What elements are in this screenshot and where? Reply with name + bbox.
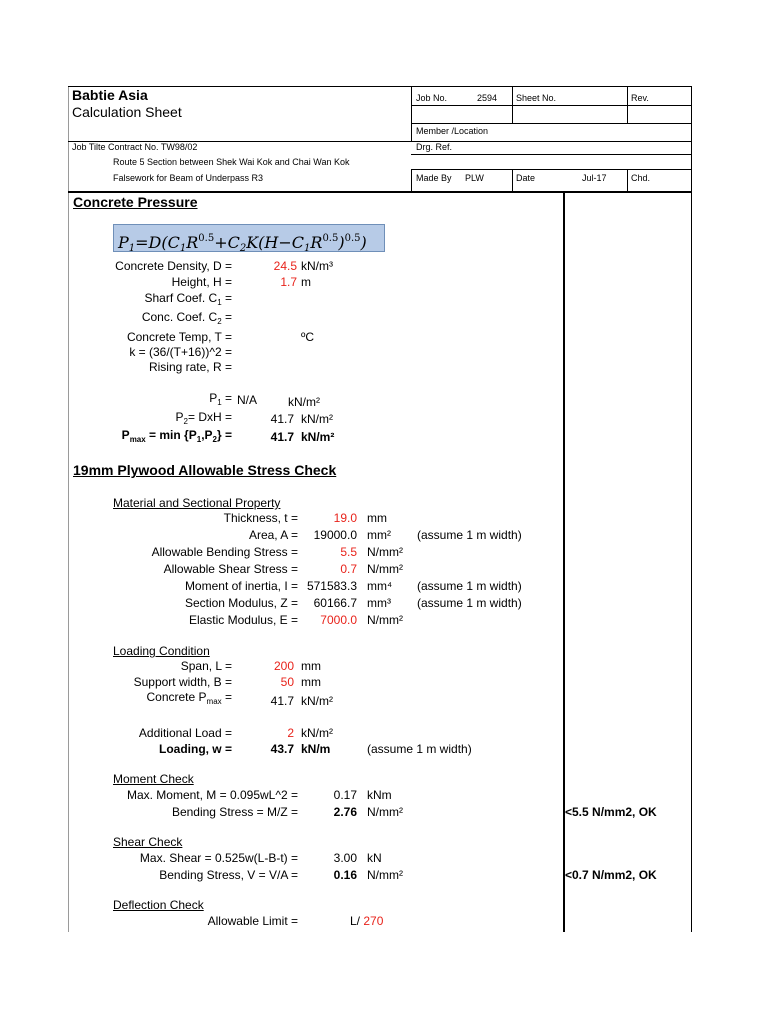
density-value: 24.5 <box>273 259 297 273</box>
elastic-value: 7000.0 <box>320 613 357 627</box>
bending-stress-label: Bending Stress = M/Z = <box>171 805 298 819</box>
concrete-pmax-unit: kN/m² <box>301 694 333 708</box>
modulus-label: Section Modulus, Z = <box>184 596 298 610</box>
k-label: k = (36/(T+16))^2 = <box>129 345 232 359</box>
height-label: Height, H = <box>171 275 232 289</box>
thickness-value: 19.0 <box>333 511 357 525</box>
loading-w-note: (assume 1 m width) <box>367 742 472 756</box>
rising-label: Rising rate, R = <box>148 360 232 374</box>
shear-stress-label: Bending Stress, V = V/A = <box>159 868 298 882</box>
support-unit: mm <box>301 675 321 689</box>
pmax-label: $P_{max} = \min \{P_1,P_2\}$ = <box>121 428 232 444</box>
drg-ref-label: Drg. Ref. <box>416 142 453 152</box>
shear-unit: N/mm² <box>367 562 403 576</box>
area-note: (assume 1 m width) <box>417 528 522 542</box>
additional-load-value: 2 <box>287 726 294 740</box>
result-column-rule <box>563 193 565 932</box>
modulus-note: (assume 1 m width) <box>417 596 522 610</box>
inertia-label: Moment of inertia, I = <box>184 579 298 593</box>
shear-stress-unit: N/mm² <box>367 868 403 882</box>
bending-label: Allowable Bending Stress = <box>151 545 298 559</box>
p2-label: $P_2=$ DxH = <box>175 410 232 426</box>
loading-w-value: 43.7 <box>270 742 294 756</box>
modulus-unit: mm³ <box>367 596 391 610</box>
material-heading: Material and Sectional Property <box>113 496 281 510</box>
col-divider-2 <box>627 86 628 123</box>
col-divider-3 <box>512 169 513 191</box>
span-unit: mm <box>301 659 321 673</box>
shear-value: 0.7 <box>340 562 357 576</box>
member-row-rule <box>411 123 692 124</box>
plywood-check-title: 19mm Plywood Allowable Stress Check <box>73 462 337 478</box>
concrete-pressure-title: Concrete Pressure <box>73 194 198 210</box>
area-value: 19000.0 <box>313 528 357 542</box>
p1-unit: kN/m² <box>288 395 320 409</box>
made-by-value: PLW <box>465 173 484 183</box>
sharf-coef-label: Sharf Coef. $C_1$ = <box>144 291 232 307</box>
route-line: Route 5 Section between Shek Wai Kok and Chai Wan Kok <box>113 157 350 167</box>
member-label: Member /Location <box>416 126 489 136</box>
conc-coef-label: Conc. Coef. $C_2$ = <box>141 310 232 326</box>
max-moment-label: Max. Moment, M = 0.095wL^2 = <box>126 788 298 802</box>
col-divider-1 <box>512 86 513 123</box>
made-row-rule <box>411 169 692 170</box>
right-border <box>691 86 692 932</box>
span-label: Span, L = <box>180 659 232 673</box>
company-name: Babtie Asia <box>72 87 148 103</box>
falsework-line: Falsework for Beam of Underpass R3 <box>113 173 264 183</box>
bending-stress-result: <5.5 N/mm2, OK <box>565 805 657 819</box>
elastic-unit: N/mm² <box>367 613 403 627</box>
allowable-limit-value <box>350 914 383 928</box>
deflection-heading: Deflection Check <box>113 898 204 912</box>
made-by-divider <box>411 169 412 191</box>
bending-value: 5.5 <box>340 545 357 559</box>
pmax-value: 41.7 <box>270 430 294 444</box>
max-shear-label: Max. Shear = 0.525w(L-B-t) = <box>139 851 298 865</box>
doc-type: Calculation Sheet <box>72 104 182 120</box>
p2-unit: kN/m² <box>301 412 333 426</box>
job-title: Job Tilte Contract No. TW98/02 <box>72 142 198 152</box>
span-value: 200 <box>273 659 294 673</box>
modulus-value: 60166.7 <box>313 596 357 610</box>
inertia-value: 571583.3 <box>306 579 357 593</box>
thickness-unit: mm <box>367 511 387 525</box>
inertia-unit: mm⁴ <box>367 579 393 593</box>
date-value: Jul-17 <box>582 173 607 183</box>
density-unit: kN/m³ <box>301 259 333 273</box>
max-shear-unit: kN <box>367 851 382 865</box>
temp-label: Concrete Temp, T = <box>126 330 232 344</box>
max-shear-value: 3.00 <box>333 851 357 865</box>
max-moment-unit: kNm <box>367 788 392 802</box>
shear-stress-result: <0.7 N/mm2, OK <box>565 868 657 882</box>
jobno-row-rule <box>411 105 692 106</box>
shear-stress-value: 0.16 <box>333 868 357 882</box>
left-border <box>68 86 69 932</box>
job-no-value: 2594 <box>477 93 498 103</box>
max-moment-value: 0.17 <box>333 788 357 802</box>
allowable-limit-number: 270 <box>363 914 384 928</box>
pressure-formula: $P_1=D(C_1R^{0.5}+C_2K(H-C_1R^{0.5})^{0.5})$ <box>113 224 385 252</box>
pmax-unit: kN/m² <box>301 430 335 444</box>
top-rule <box>68 86 692 87</box>
concrete-pmax-value: 41.7 <box>270 694 294 708</box>
bending-stress-value: 2.76 <box>333 805 357 819</box>
rev-label: Rev. <box>631 93 649 103</box>
p2-value: 41.7 <box>270 412 294 426</box>
area-unit: mm² <box>367 528 391 542</box>
job-no-label: Job No. <box>416 93 448 103</box>
inertia-note: (assume 1 m width) <box>417 579 522 593</box>
support-label: Support width, B = <box>133 675 232 689</box>
additional-load-unit: kN/m² <box>301 726 333 740</box>
support-value: 50 <box>280 675 294 689</box>
header-bottom-rule <box>68 191 692 193</box>
bending-unit: N/mm² <box>367 545 403 559</box>
shear-label: Allowable Shear Stress = <box>163 562 298 576</box>
p1-label: $P_1$ = <box>209 391 232 407</box>
height-unit: m <box>301 275 311 289</box>
shear-heading: Shear Check <box>113 835 183 849</box>
sheet-no-label: Sheet No. <box>516 93 557 103</box>
chd-label: Chd. <box>631 173 651 183</box>
loading-w-label: Loading, w = <box>158 742 232 756</box>
date-label: Date <box>516 173 536 183</box>
area-label: Area, A = <box>248 528 298 542</box>
bending-stress-unit: N/mm² <box>367 805 403 819</box>
allowable-limit-label: Allowable Limit = <box>207 914 298 928</box>
moment-heading: Moment Check <box>113 772 194 786</box>
thickness-label: Thickness, t = <box>223 511 298 525</box>
density-label: Concrete Density, D = <box>115 259 232 273</box>
p1-value: N/A <box>237 393 258 407</box>
col-divider-4 <box>627 169 628 191</box>
loading-heading: Loading Condition <box>113 644 210 658</box>
drg-row-rule <box>411 154 692 155</box>
temp-unit: ºC <box>301 330 315 344</box>
loading-w-unit: kN/m <box>301 742 331 756</box>
concrete-pmax-label: Concrete $P_{max}$ = <box>146 690 232 706</box>
title-divider <box>411 86 412 141</box>
additional-load-label: Additional Load = <box>138 726 232 740</box>
allowable-limit-prefix: L/ <box>350 914 361 928</box>
height-value: 1.7 <box>280 275 297 289</box>
elastic-label: Elastic Modulus, E = <box>188 613 298 627</box>
made-by-label: Made By <box>416 173 452 183</box>
